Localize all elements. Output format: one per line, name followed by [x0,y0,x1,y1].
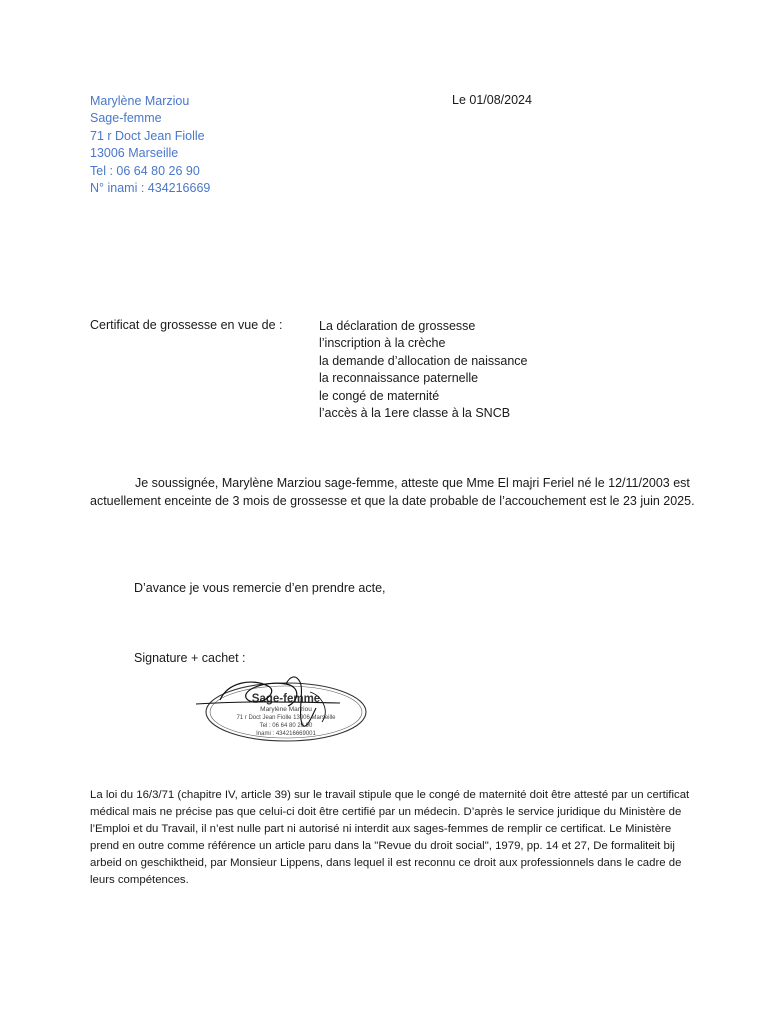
purpose-item: la reconnaissance paternelle [319,371,479,386]
attestation-paragraph: Je soussignée, Marylène Marziou sage-femme, atteste que Mme El majri Feriel né le 12/11/2003 est actuellement enceinte de 3 mois de grossesse et que la date probable de l’accouchement est le 23 juin 2025. [90,476,695,508]
purpose-item: la demande d’allocation de naissance [319,353,528,368]
stamp-line-phone: Tel : 06 64 80 26 90 [259,723,313,729]
sender-profession: Sage-femme [90,111,162,126]
purpose-list [319,318,527,422]
purpose-item: l’inscription à la crèche [319,336,446,351]
signature-label: Signature + cachet : [134,651,246,665]
legal-note: La loi du 16/3/71 (chapitre IV, article 39) sur le travail stipule que le congé de maternité doit être attesté par un certificat médical mais ne précise pas que celui-ci doit être certifié par un médecin. D’après le service juridique du Ministère de l’Emploi et du Travail, il n’est nulle part ni autorisé ni interdit aux sages-femmes de remplir ce certificat. Le Ministère prend en outre comme référence un article paru dans la "Revue du droit social", 1979, pp. 14 et 27, De formaliteit bij arbeid on geschiktheid, par Monsieur Lippens, dans lequel il est reconnu ce droit aux professionnels dans le cadre de leurs compétences. [90,789,690,887]
sender-block [90,93,210,197]
stamp-line-name: Marylène Marziou [260,706,312,713]
thanks-line: D’avance je vous remercie d’en prendre acte, [134,581,386,595]
purpose-item: La déclaration de grossesse [319,319,476,333]
stamp-line-address: 71 r Doct Jean Fiolle 13006 Marseille [236,715,336,721]
letter-date: Le 01/08/2024 [452,93,532,107]
stamp-line-inami: Inami : 434216669001 [256,731,316,737]
sender-name: Marylène Marziou [90,94,190,108]
stamp-signature [190,672,370,752]
purpose-item: le congé de maternité [319,388,440,403]
sender-city: 13006 Marseille [90,146,179,161]
sender-street: 71 r Doct Jean Fiolle [90,128,205,143]
stamp-title: Sage-femme [251,693,321,705]
sender-phone: Tel : 06 64 80 26 90 [90,163,200,178]
certificate-label: Certificat de grossesse en vue de : [90,318,283,332]
purpose-item: l’accès à la 1ere classe à la SNCB [319,406,511,421]
sender-inami: N° inami : 434216669 [90,181,211,196]
